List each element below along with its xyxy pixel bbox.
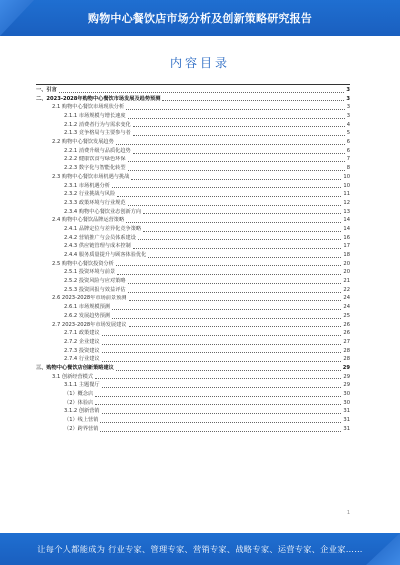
toc-entry-page: 21	[343, 278, 350, 285]
toc-entry[interactable]	[36, 182, 350, 191]
toc-entry-page: 14	[343, 217, 350, 224]
toc-entry-page: 13	[343, 208, 350, 215]
toc-dot-leader	[95, 396, 341, 397]
toc-dot-leader	[102, 344, 342, 345]
toc-entry[interactable]	[36, 225, 350, 234]
toc-entry-title: 2.6 2023-2028年市场前景预测	[52, 295, 127, 302]
toc-entry-page: 26	[343, 321, 350, 328]
toc-dot-leader	[133, 126, 345, 127]
toc-dot-leader	[117, 196, 341, 197]
toc-entry[interactable]	[36, 251, 350, 260]
toc-entry-page: 6	[346, 139, 350, 146]
toc-top-rule	[36, 84, 350, 85]
toc-entry[interactable]	[36, 173, 350, 182]
toc-entry[interactable]	[36, 112, 350, 121]
toc-dot-leader	[116, 265, 342, 266]
toc-entry[interactable]	[36, 260, 350, 269]
toc-dot-leader	[100, 422, 341, 423]
toc-dot-leader	[133, 153, 345, 154]
toc-entry[interactable]	[36, 216, 350, 225]
toc-entry-title: 二、2023-2028年购物中心餐饮市场发展及趋势预测	[36, 95, 161, 102]
toc-dot-leader	[116, 370, 341, 371]
toc-entry[interactable]	[36, 390, 350, 399]
toc-entry[interactable]	[36, 234, 350, 243]
toc-entry[interactable]	[36, 425, 350, 434]
toc-entry-page: 17	[343, 243, 350, 250]
toc-entry-page: 22	[343, 286, 350, 293]
toc-entry-title: 2.4 购物中心餐饮品牌运营策略	[52, 217, 125, 224]
toc-entry[interactable]	[36, 156, 350, 165]
toc-entry-title: 2.2.3 数字化与智能化转型	[64, 165, 126, 172]
toc-dot-leader	[129, 326, 342, 327]
toc-entry-title: 2.2.1 消费升级与品质化趋势	[64, 147, 131, 154]
toc-entry[interactable]	[36, 399, 350, 408]
toc-entry-page: 3	[346, 113, 350, 120]
report-title: 购物中心餐饮店市场分析及创新策略研究报告	[88, 12, 312, 25]
toc-entry-title: 2.5 购物中心餐饮投资分析	[52, 260, 114, 267]
toc-entry-title: 2.1 购物中心餐饮市场现状分析	[52, 104, 125, 111]
toc-entry-title: 2.1.2 消费者行为与需求变化	[64, 121, 131, 128]
toc-entry[interactable]	[36, 190, 350, 199]
toc-dot-leader	[116, 144, 345, 145]
toc-dot-leader	[162, 100, 344, 101]
toc-entry[interactable]	[36, 199, 350, 208]
toc-entry-page: 29	[342, 364, 350, 371]
toc-entry[interactable]	[36, 86, 350, 95]
toc-dot-leader	[102, 361, 342, 362]
toc-entry-page: 20	[343, 260, 350, 267]
toc-entry-page: 3	[346, 86, 350, 93]
toc-entry-title: 2.4.3 供应链管理与成本控制	[64, 243, 131, 250]
toc-entry[interactable]	[36, 373, 350, 382]
toc-entry[interactable]	[36, 164, 350, 173]
toc-dot-leader	[102, 335, 342, 336]
toc-dot-leader	[126, 109, 345, 110]
toc-entry[interactable]	[36, 329, 350, 338]
report-header	[0, 0, 400, 36]
toc-entry-page: 11	[343, 191, 350, 198]
toc-entry[interactable]	[36, 268, 350, 277]
toc-entry-page: 3	[346, 104, 350, 111]
toc-dot-leader	[102, 413, 342, 414]
toc-dot-leader	[128, 205, 342, 206]
toc-dot-leader	[112, 187, 341, 188]
toc-entry[interactable]	[36, 381, 350, 390]
table-of-contents	[36, 86, 350, 434]
toc-entry-title: 2.3.2 行业挑战与风险	[64, 191, 116, 198]
toc-heading: 内容目录	[169, 56, 230, 70]
toc-dot-leader	[102, 352, 342, 353]
toc-entry-page: 14	[343, 225, 350, 232]
toc-entry-title: 2.5.1 投资环境与前景	[64, 269, 116, 276]
toc-entry[interactable]	[36, 321, 350, 330]
toc-entry-page: 10	[343, 173, 350, 180]
toc-entry-title: 2.6.1 市场规模预测	[64, 304, 110, 311]
toc-entry[interactable]	[36, 129, 350, 138]
report-footer	[0, 533, 400, 565]
toc-entry-title: 2.7 2023-2028年市场发展建议	[52, 321, 127, 328]
toc-entry-page: 26	[343, 330, 350, 337]
toc-dot-leader	[143, 213, 341, 214]
toc-entry[interactable]	[36, 416, 350, 425]
toc-dot-leader	[148, 257, 341, 258]
toc-entry[interactable]	[36, 103, 350, 112]
toc-dot-leader	[138, 239, 341, 240]
toc-entry-page: 31	[343, 417, 350, 424]
toc-dot-leader	[112, 318, 341, 319]
toc-entry-page: 7	[346, 156, 350, 163]
toc-entry-title: 2.4.4 服务质量提升与顾客体验优化	[64, 252, 147, 259]
toc-entry[interactable]	[36, 277, 350, 286]
toc-entry[interactable]	[36, 138, 350, 147]
toc-entry-page: 31	[343, 425, 350, 432]
toc-entry-title: 2.3.4 购物中心餐饮业态创新方向	[64, 208, 142, 215]
toc-entry-page: 27	[343, 338, 350, 345]
toc-entry-page: 29	[343, 382, 350, 389]
toc-entry-title: 2.3 购物中心餐饮市场机遇与挑战	[52, 173, 130, 180]
toc-entry[interactable]	[36, 338, 350, 347]
toc-entry-title: 2.1.3 竞争格局与主要参与者	[64, 130, 131, 137]
toc-entry-title: 2.7.4 行业建议	[64, 356, 100, 363]
toc-entry-title: （2）体验店	[64, 399, 94, 406]
toc-dot-leader	[59, 92, 345, 93]
toc-entry[interactable]	[36, 286, 350, 295]
toc-entry-page: 6	[346, 147, 350, 154]
toc-dot-leader	[100, 431, 341, 432]
toc-entry-title: 2.4.2 营销推广与会员体系建设	[64, 234, 136, 241]
toc-entry[interactable]	[36, 312, 350, 321]
toc-dot-leader	[131, 179, 341, 180]
toc-entry-title: 2.2.2 健康饮食与绿色环保	[64, 156, 126, 163]
toc-entry-page: 5	[346, 130, 350, 137]
toc-entry-title: （2）跨界营销	[64, 425, 99, 432]
toc-entry-page: 24	[343, 295, 350, 302]
toc-dot-leader	[128, 161, 345, 162]
toc-entry-page: 29	[343, 373, 350, 380]
toc-dot-leader	[128, 118, 345, 119]
toc-dot-leader	[117, 274, 341, 275]
toc-dot-leader	[95, 404, 341, 405]
toc-entry-title: 2.4.1 品牌定位与差异化竞争策略	[64, 225, 142, 232]
toc-entry-title: 2.7.1 政策建议	[64, 330, 100, 337]
toc-dot-leader	[102, 387, 342, 388]
toc-entry[interactable]	[36, 347, 350, 356]
toc-entry-title: 三、购物中心餐饮店创新策略建议	[36, 364, 114, 371]
toc-entry[interactable]	[36, 147, 350, 156]
toc-entry-title: 2.7.2 企业建议	[64, 338, 100, 345]
toc-entry-title: 2.5.2 投资风险与应对策略	[64, 278, 126, 285]
toc-entry-title: 2.3.3 政策环境与行业规范	[64, 199, 126, 206]
toc-entry-page: 8	[346, 165, 350, 172]
toc-entry[interactable]	[36, 303, 350, 312]
toc-dot-leader	[128, 283, 342, 284]
toc-entry-title: 一、引言	[36, 86, 57, 93]
toc-entry-title: （1）概念店	[64, 391, 94, 398]
toc-entry-page: 10	[343, 182, 350, 189]
toc-dot-leader	[129, 300, 342, 301]
toc-dot-leader	[128, 292, 342, 293]
toc-entry[interactable]	[36, 364, 350, 373]
toc-entry-title: 2.1.1 市场规模与增长速度	[64, 113, 126, 120]
page-number: 1	[346, 510, 350, 516]
toc-entry-page: 30	[343, 399, 350, 406]
toc-dot-leader	[133, 135, 345, 136]
toc-dot-leader	[112, 309, 341, 310]
toc-entry-page: 16	[343, 234, 350, 241]
toc-entry[interactable]	[36, 242, 350, 251]
toc-entry[interactable]	[36, 355, 350, 364]
toc-entry[interactable]	[36, 208, 350, 217]
toc-entry-page: 28	[343, 347, 350, 354]
toc-entry-page: 20	[343, 269, 350, 276]
toc-entry-page: 4	[346, 121, 350, 128]
toc-entry-page: 25	[343, 312, 350, 319]
toc-dot-leader	[95, 378, 341, 379]
toc-entry-title: 2.2 购物中心餐饮发展趋势	[52, 139, 114, 146]
toc-entry-title: 3.1 创新经营模式	[52, 373, 94, 380]
toc-entry-title: 2.7.3 投资建议	[64, 347, 100, 354]
toc-dot-leader	[128, 170, 345, 171]
header-corner-decoration	[0, 0, 34, 36]
toc-dot-leader	[133, 248, 342, 249]
toc-dot-leader	[126, 222, 341, 223]
toc-entry-page: 12	[343, 199, 350, 206]
toc-entry-page: 31	[343, 408, 350, 415]
toc-entry-title: 2.5.3 投资回报与效益评估	[64, 286, 126, 293]
toc-entry-title: 3.1.2 创新营销	[64, 408, 100, 415]
footer-corner-decoration	[366, 533, 400, 565]
toc-entry-page: 24	[343, 304, 350, 311]
toc-entry-title: （1）线上营销	[64, 417, 99, 424]
toc-entry-page: 3	[346, 95, 350, 102]
toc-entry-page: 28	[343, 356, 350, 363]
toc-entry-page: 30	[343, 391, 350, 398]
toc-entry-title: 2.3.1 市场机遇分析	[64, 182, 110, 189]
toc-entry-page: 18	[343, 252, 350, 259]
footer-slogan: 让每个人都能成为 行业专家、管理专家、营销专家、战略专家、运营专家、企业家……	[37, 543, 363, 554]
toc-entry[interactable]	[36, 295, 350, 304]
toc-dot-leader	[143, 231, 341, 232]
toc-entry-title: 3.1.1 主题餐厅	[64, 382, 100, 389]
toc-entry[interactable]	[36, 121, 350, 130]
toc-entry-title: 2.6.2 发展趋势预测	[64, 312, 110, 319]
toc-entry[interactable]	[36, 95, 350, 104]
toc-entry[interactable]	[36, 407, 350, 416]
